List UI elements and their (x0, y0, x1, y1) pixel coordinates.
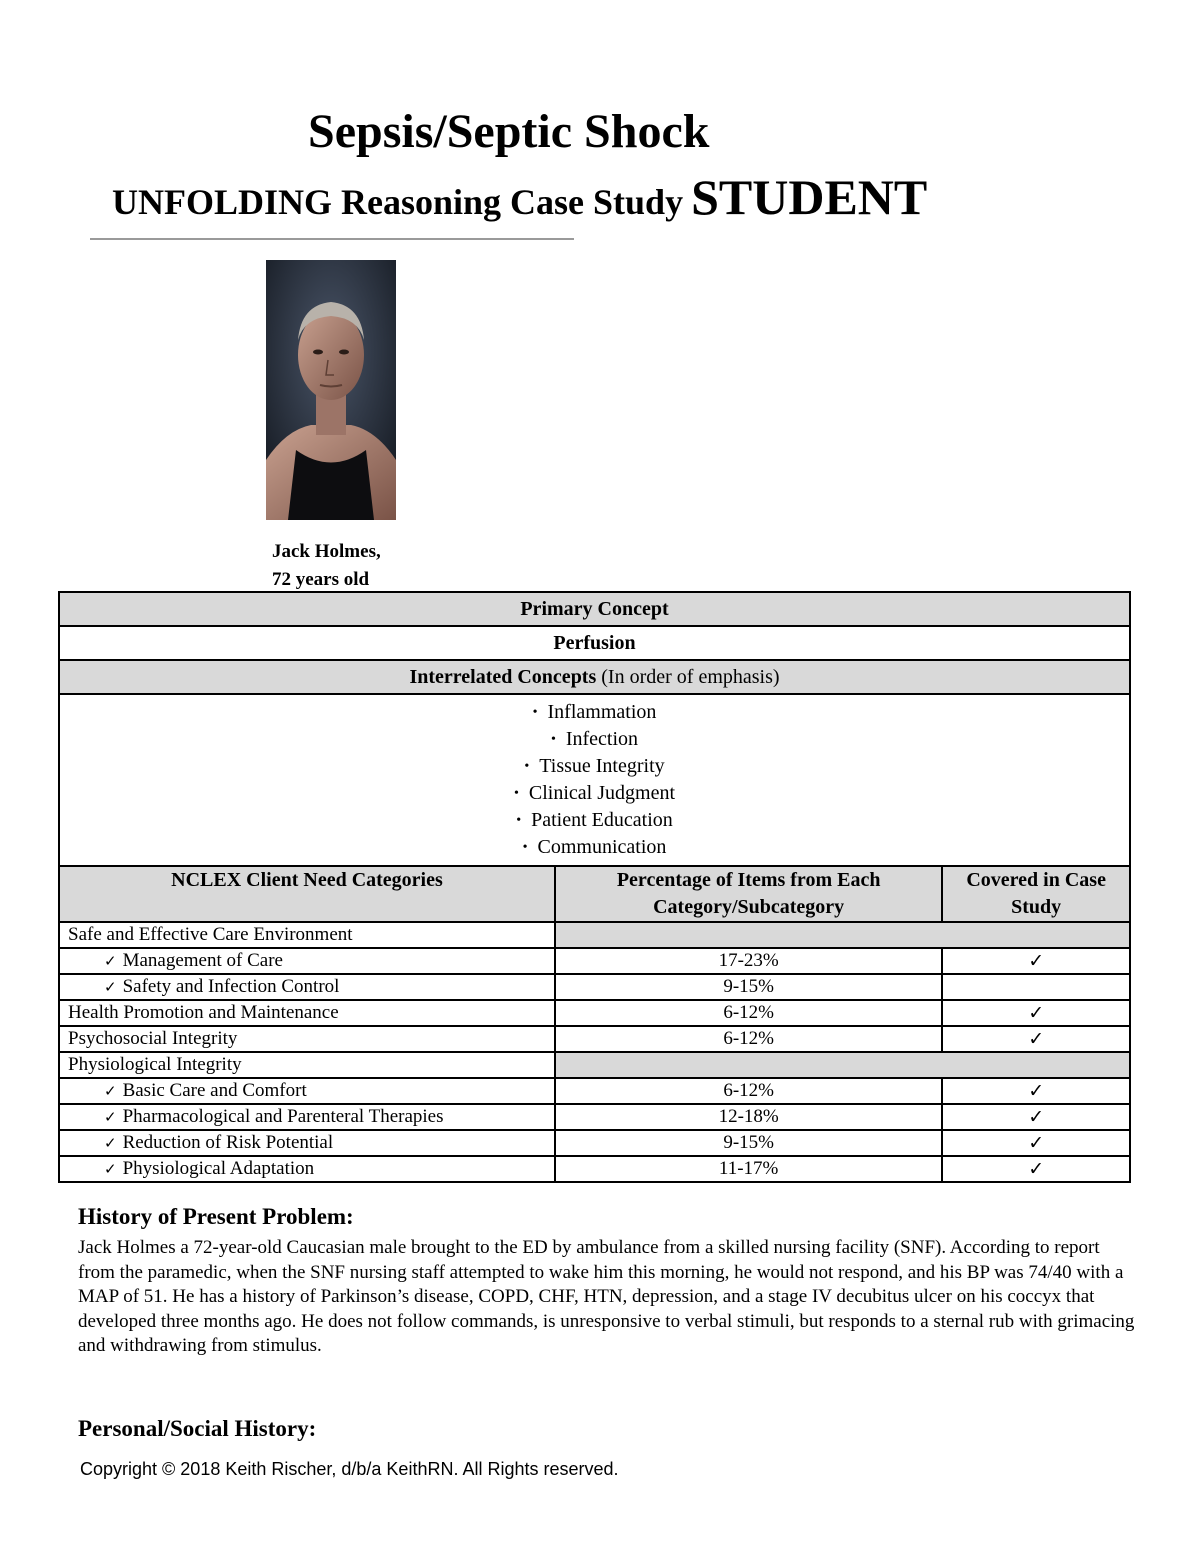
history-text: Jack Holmes a 72-year-old Caucasian male brought to the ED by ambulance from a skilled nursing facility (SNF). According to report from the paramedic, when the SNF nursing staff attempted to wake him this morning, he would not respond, and his BP was 74/40 with a MAP of 51. He has a history of Parkinson’s disease, COPD, CHF, HTN, depression, and a stage IV decubitus ulcer on his coccyx that developed three months ago. He does not follow commands, is unresponsive to verbal stimuli, but responds to a sternal rub with grimacing and withdrawing from stimulus. (78, 1237, 1135, 1356)
category-cell: ✓ Pharmacological and Parenteral Therapies (59, 1104, 555, 1130)
table-row (59, 1000, 1130, 1026)
table-row (59, 1078, 1130, 1104)
primary-concept-value: Perfusion (59, 626, 1130, 660)
social-history-title: Personal/Social History: (78, 1416, 317, 1441)
list-item: • Patient Education (68, 807, 1121, 834)
patient-age: 72 years old (272, 569, 370, 590)
concept-table (58, 591, 1131, 1183)
patient-caption (272, 538, 381, 594)
shaded-cell (555, 1052, 1130, 1078)
covered-cell (942, 974, 1130, 1000)
category-cell: ✓ Physiological Adaptation (59, 1156, 555, 1182)
category-cell: ✓ Safety and Infection Control (59, 974, 555, 1000)
covered-cell: ✓ (942, 1104, 1130, 1130)
covered-cell: ✓ (942, 1156, 1130, 1182)
list-item: • Communication (68, 834, 1121, 861)
percent-cell: 6-12% (555, 1000, 942, 1026)
covered-cell: ✓ (942, 1026, 1130, 1052)
list-item: • Tissue Integrity (68, 753, 1121, 780)
interrelated-concepts-header (59, 660, 1130, 694)
interrelated-note: (In order of emphasis) (601, 665, 780, 688)
table-row (59, 1156, 1130, 1182)
table-row (59, 948, 1130, 974)
covered-cell: ✓ (942, 1000, 1130, 1026)
patient-name: Jack Holmes, (272, 541, 381, 562)
table-row (59, 922, 1130, 948)
category-cell: Psychosocial Integrity (59, 1026, 555, 1052)
primary-concept-label: Primary Concept (59, 592, 1130, 626)
list-item: • Clinical Judgment (68, 780, 1121, 807)
column-header-percentage: Percentage of Items from Each Category/Subcategory (555, 866, 942, 922)
column-header-category: NCLEX Client Need Categories (59, 866, 555, 922)
percent-cell: 6-12% (555, 1078, 942, 1104)
page-title: Sepsis/Septic Shock (308, 105, 710, 158)
category-cell: ✓ Reduction of Risk Potential (59, 1130, 555, 1156)
category-cell: Physiological Integrity (59, 1052, 555, 1078)
list-item: • Infection (68, 726, 1121, 753)
table-row (59, 1130, 1130, 1156)
covered-cell: ✓ (942, 948, 1130, 974)
subtitle-emphasis: STUDENT (691, 169, 928, 225)
interrelated-concepts-list (59, 694, 1130, 866)
patient-portrait (266, 260, 396, 520)
table-row (59, 974, 1130, 1000)
shaded-cell (555, 922, 1130, 948)
category-cell: Health Promotion and Maintenance (59, 1000, 555, 1026)
covered-cell: ✓ (942, 1130, 1130, 1156)
history-title: History of Present Problem: (78, 1204, 354, 1229)
column-header-covered: Covered in Case Study (942, 866, 1130, 922)
covered-cell: ✓ (942, 1078, 1130, 1104)
table-row (59, 1052, 1130, 1078)
copyright-footer: Copyright © 2018 Keith Rischer, d/b/a KeithRN. All Rights reserved. (80, 1459, 619, 1479)
category-cell: Safe and Effective Care Environment (59, 922, 555, 948)
percent-cell: 9-15% (555, 974, 942, 1000)
title-divider (90, 238, 574, 240)
category-cell: ✓ Basic Care and Comfort (59, 1078, 555, 1104)
percent-cell: 12-18% (555, 1104, 942, 1130)
subtitle-text: UNFOLDING Reasoning Case Study (112, 182, 684, 222)
percent-cell: 6-12% (555, 1026, 942, 1052)
percent-cell: 17-23% (555, 948, 942, 974)
page-subtitle (112, 168, 927, 226)
percent-cell: 11-17% (555, 1156, 942, 1182)
percent-cell: 9-15% (555, 1130, 942, 1156)
interrelated-label: Interrelated Concepts (409, 665, 597, 688)
table-row (59, 1104, 1130, 1130)
category-cell: ✓ Management of Care (59, 948, 555, 974)
list-item: • Inflammation (68, 699, 1121, 726)
table-row (59, 1026, 1130, 1052)
